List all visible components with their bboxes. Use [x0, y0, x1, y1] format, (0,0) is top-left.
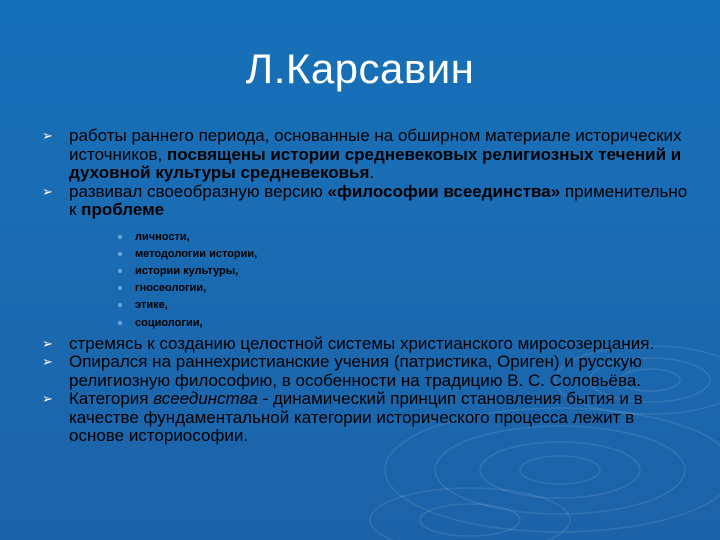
sub-bullet-dot-icon [118, 235, 122, 239]
sub-list-item [118, 263, 692, 280]
sub-list-item [118, 246, 692, 263]
sub-bullet-dot-icon [118, 269, 122, 273]
sub-list-item-label: этике, [135, 299, 168, 312]
arrow-bullet-icon: ➢ [42, 183, 53, 199]
bullet-text-part: посвящены истории средневековых религиозных течений и духовной культуры средневековья [69, 144, 682, 182]
sub-list [118, 229, 692, 332]
bullet-text-part: «философии всеединства» [327, 181, 561, 201]
arrow-bullet-icon: ➢ [42, 354, 53, 370]
bullet-item [42, 127, 692, 183]
bullet-text-part: применительно к [69, 181, 688, 219]
bullet-text-part: Категория [69, 389, 154, 409]
bullet-text-part: всеединства [153, 389, 258, 409]
sub-bullet-dot-icon [118, 303, 122, 307]
sub-list-item [118, 297, 692, 314]
bullet-text-part: . [369, 163, 375, 182]
bullet-text-part: развивал своеобразную версию [69, 181, 328, 201]
sub-list-item-label: личности, [135, 230, 190, 243]
sub-list-item [118, 315, 692, 332]
sub-list-item [118, 229, 692, 246]
slide-title: Л.Карсавин [245, 45, 475, 92]
sub-list-item [118, 280, 692, 297]
bullet-list [42, 127, 692, 446]
arrow-bullet-icon: ➢ [42, 128, 53, 143]
arrow-bullet-icon: ➢ [42, 335, 53, 351]
bullet-text-part: - динамический принцип становления бытия и в качестве фундаментальной категории исторического процесса лежит в основе историософии. [69, 389, 643, 446]
bullet-text-part: работы раннего периода, основанные на обширном материале исторических источников, [69, 126, 682, 164]
sub-bullet-dot-icon [118, 321, 122, 325]
bullet-text-part: стремясь к созданию целостной системы христианского миросозерцания. [69, 333, 655, 353]
bullet-item [42, 353, 692, 390]
sub-bullet-dot-icon [118, 286, 122, 290]
bullet-item [42, 335, 692, 354]
arrow-bullet-icon: ➢ [42, 391, 53, 407]
sub-list-item-label: социологии, [135, 316, 203, 329]
sub-list-item-label: истории культуры, [135, 264, 239, 277]
sub-list-item-label: методологии истории, [135, 247, 258, 260]
sub-list-item-label: гносеологии, [135, 282, 207, 295]
bullet-item [42, 183, 692, 220]
bullet-text-part: проблеме [81, 200, 165, 219]
sub-bullet-dot-icon [118, 252, 122, 256]
bullet-item [42, 390, 692, 446]
bullet-text-part: Опиралcя на раннехристианские учения (патристика, Ориген) и русскую религиозную философию, в особенности на традицию В. С. Соловьёва. [69, 352, 642, 390]
